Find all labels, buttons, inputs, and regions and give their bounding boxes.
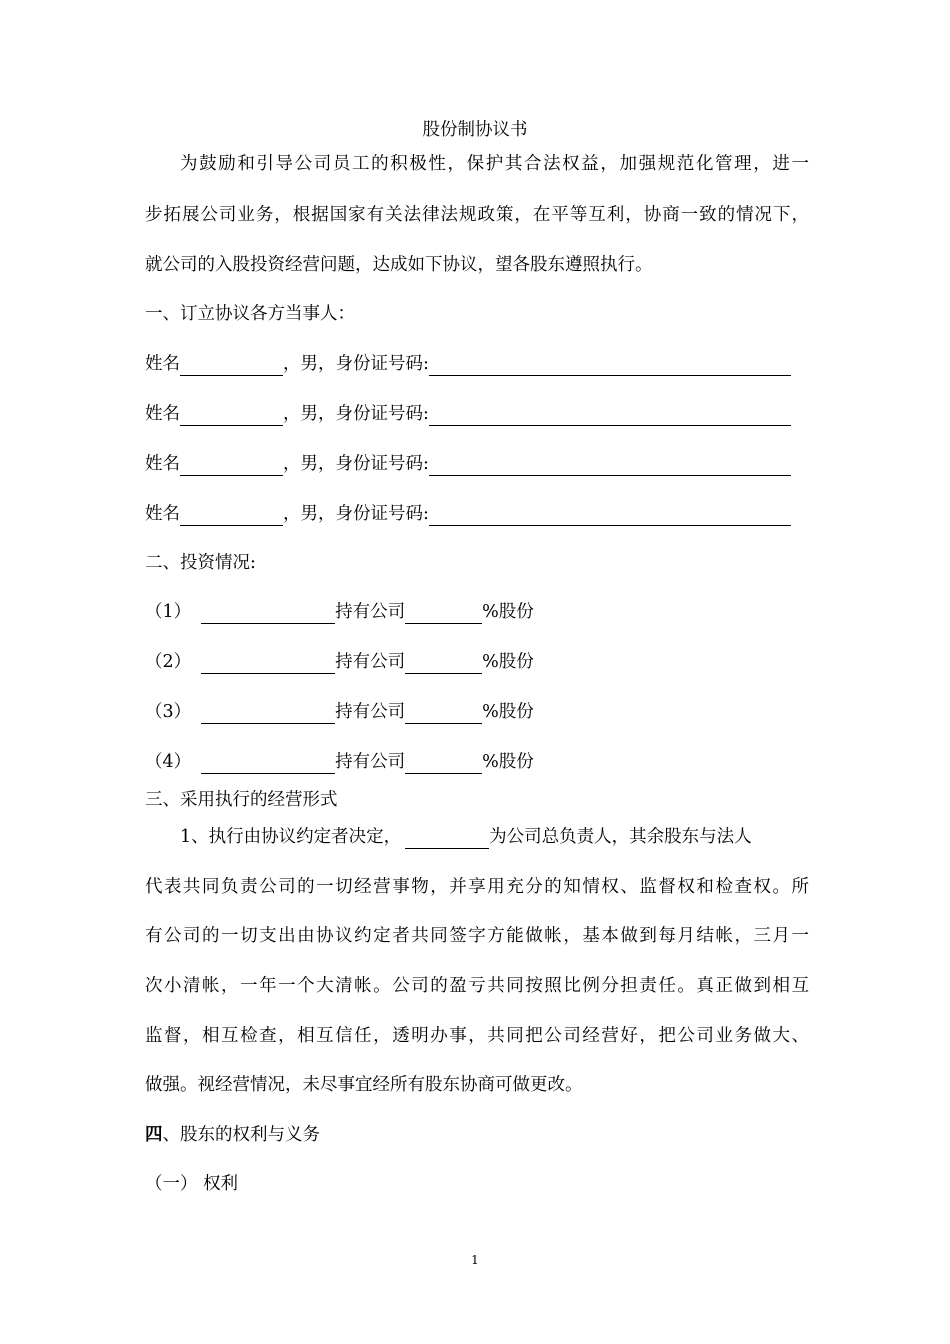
id-number-blank[interactable] <box>429 405 791 426</box>
id-number-blank[interactable] <box>429 355 791 376</box>
name-blank[interactable] <box>180 355 283 376</box>
investor-blank[interactable] <box>201 753 335 774</box>
share-suffix: %股份 <box>482 602 534 622</box>
investment-row <box>145 700 809 724</box>
investment-row <box>145 750 809 774</box>
name-blank[interactable] <box>180 405 283 426</box>
party-gender-label: ，男，身份证号码: <box>283 454 429 474</box>
hold-label: 持有公司 <box>335 602 406 622</box>
investment-row <box>145 600 809 624</box>
intro-line-2: 步拓展公司业务，根据国家有关法律法规政策，在平等互利，协商一致的情况下， <box>145 205 809 225</box>
section4-number: 四 <box>145 1125 163 1145</box>
investment-row <box>145 650 809 674</box>
hold-label: 持有公司 <box>335 652 406 672</box>
section1-heading: 一、订立协议各方当事人： <box>145 304 355 324</box>
party-name-label: 姓名 <box>145 504 180 524</box>
investor-blank[interactable] <box>201 703 335 724</box>
party-name-label: 姓名 <box>145 404 180 424</box>
party-row <box>145 452 809 476</box>
percent-blank[interactable] <box>405 703 482 724</box>
hold-label: 持有公司 <box>335 752 406 772</box>
section3-line-2: 代表共同负责公司的一切经营事物，并享用充分的知情权、监督权和检查权。所 <box>145 877 809 897</box>
item-number: （2） <box>145 652 192 672</box>
percent-blank[interactable] <box>405 603 482 624</box>
name-blank[interactable] <box>180 455 283 476</box>
section4-heading <box>145 1123 809 1147</box>
id-number-blank[interactable] <box>429 505 791 526</box>
section3-line-3: 有公司的一切支出由协议约定者共同签字方能做帐，基本做到每月结帐，三月一 <box>145 926 809 946</box>
investor-blank[interactable] <box>201 653 335 674</box>
p1-end: 为公司总负责人，其余股东与法人 <box>489 827 752 847</box>
section3-heading: 三、采用执行的经营形式 <box>145 790 338 810</box>
section2-heading: 二、投资情况: <box>145 553 256 573</box>
section3-line-6: 做强。视经营情况，未尽事宜经所有股东协商可做更改。 <box>145 1075 583 1095</box>
section3-line-4: 次小清帐，一年一个大清帐。公司的盈亏共同按照比例分担责任。真正做到相互 <box>145 976 809 996</box>
hold-label: 持有公司 <box>335 702 406 722</box>
item-number: （1） <box>145 602 192 622</box>
manager-blank[interactable] <box>405 828 489 849</box>
party-row <box>145 402 809 426</box>
party-name-label: 姓名 <box>145 454 180 474</box>
party-row <box>145 352 809 376</box>
section4-title: 、股东的权利与义务 <box>162 1125 320 1145</box>
party-gender-label: ，男，身份证号码: <box>283 354 429 374</box>
intro-line-3: 就公司的入股投资经营问题，达成如下协议，望各股东遵照执行。 <box>145 255 653 275</box>
party-row <box>145 502 809 526</box>
share-suffix: %股份 <box>482 752 534 772</box>
party-name-label: 姓名 <box>145 354 180 374</box>
name-blank[interactable] <box>180 505 283 526</box>
id-number-blank[interactable] <box>429 455 791 476</box>
item-number: （4） <box>145 752 192 772</box>
rights-subheading: （一） 权利 <box>145 1174 239 1194</box>
section3-line-5: 监督，相互检查，相互信任，透明办事，共同把公司经营好，把公司业务做大、 <box>145 1026 809 1046</box>
investor-blank[interactable] <box>201 603 335 624</box>
section3-paragraph-start <box>180 825 809 849</box>
share-suffix: %股份 <box>482 702 534 722</box>
party-gender-label: ，男，身份证号码: <box>283 404 429 424</box>
percent-blank[interactable] <box>405 653 482 674</box>
party-gender-label: ，男，身份证号码: <box>283 504 429 524</box>
item-number: （3） <box>145 702 192 722</box>
share-suffix: %股份 <box>482 652 534 672</box>
percent-blank[interactable] <box>405 753 482 774</box>
p1-start: 1、执行由协议约定者决定， <box>180 827 402 847</box>
document-title: 股份制协议书 <box>422 120 528 140</box>
intro-line-1: 为鼓励和引导公司员工的积极性，保护其合法权益，加强规范化管理，进一 <box>180 154 809 174</box>
page-number: 1 <box>471 1253 479 1267</box>
